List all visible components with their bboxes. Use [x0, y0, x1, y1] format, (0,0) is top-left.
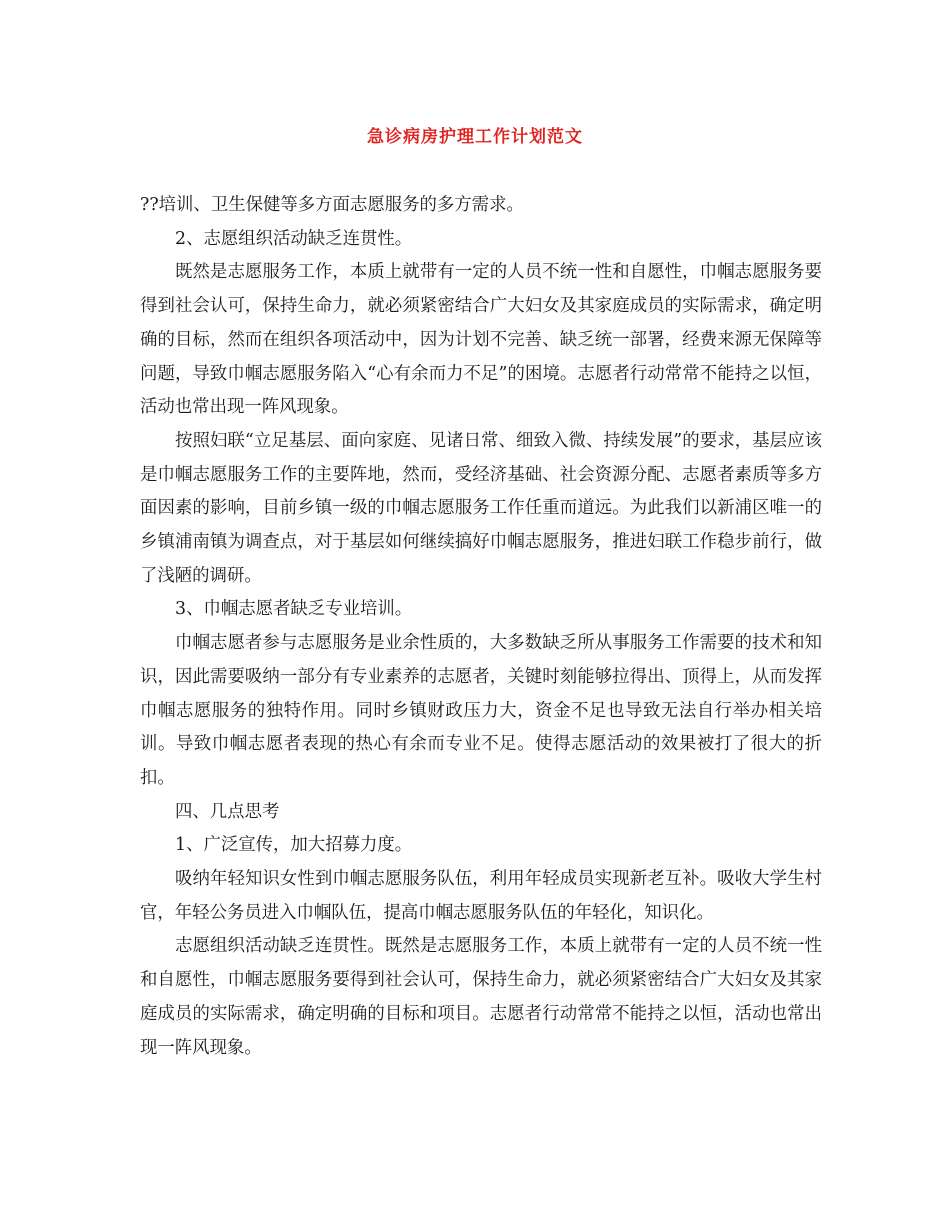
- section-heading-4: 四、几点思考: [175, 801, 280, 822]
- paragraph: 吸纳年轻知识女性到巾帼志愿服务队伍，利用年轻成员实现新老互补。吸收大学生村官，年轻公务员进入巾帼队伍，提高巾帼志愿服务队伍的年轻化，知识化。: [140, 869, 822, 923]
- paragraph: 志愿组织活动缺乏连贯性。既然是志愿服务工作，本质上就带有一定的人员不统一性和自愿性，巾帼志愿服务要得到社会认可，保持生命力，就必须紧密结合广大妇女及其家庭成员的实际需求，确定明确的目标和项目。志愿者行动常常不能持之以恒，活动也常出现一阵风现象。: [140, 936, 822, 1058]
- paragraph: 按照妇联“立足基层、面向家庭、见诸日常、细致入微、持续发展”的要求，基层应该是巾帼志愿服务工作的主要阵地，然而，受经济基础、社会资源分配、志愿者素质等多方面因素的影响，目前乡镇一级的巾帼志愿服务工作任重而道远。为此我们以新浦区唯一的乡镇浦南镇为调查点，对于基层如何继续搞好巾帼志愿服务，推进妇联工作稳步前行，做了浅陋的调研。: [140, 430, 822, 586]
- paragraph-heading-1: 1、广泛宣传，加大招募力度。: [175, 835, 413, 856]
- document-body: [140, 189, 822, 1065]
- paragraph-heading-3: 3、巾帼志愿者缺乏专业培训。: [175, 599, 413, 620]
- document-title: 急诊病房护理工作计划范文: [367, 127, 583, 147]
- paragraph: 既然是志愿服务工作，本质上就带有一定的人员不统一性和自愿性，巾帼志愿服务要得到社会认可，保持生命力，就必须紧密结合广大妇女及其家庭成员的实际需求，确定明确的目标，然而在组织各项活动中，因为计划不完善、缺乏统一部署，经费来源无保障等问题，导致巾帼志愿服务陷入“心有余而力不足”的困境。志愿者行动常常不能持之以恒，活动也常出现一阵风现象。: [140, 262, 822, 418]
- paragraph: 巾帼志愿者参与志愿服务是业余性质的，大多数缺乏所从事服务工作需要的技术和知识，因此需要吸纳一部分有专业素养的志愿者，关键时刻能够拉得出、顶得上，从而发挥巾帼志愿服务的独特作用。同时乡镇财政压力大，资金不足也导致无法自行举办相关培训。导致巾帼志愿者表现的热心有余而专业不足。使得志愿活动的效果被打了很大的折扣。: [140, 633, 822, 788]
- paragraph-heading-2: 2、志愿组织活动缺乏连贯性。: [175, 228, 413, 249]
- paragraph-continuation: ??培训、卫生保健等多方面志愿服务的多方需求。: [140, 195, 524, 215]
